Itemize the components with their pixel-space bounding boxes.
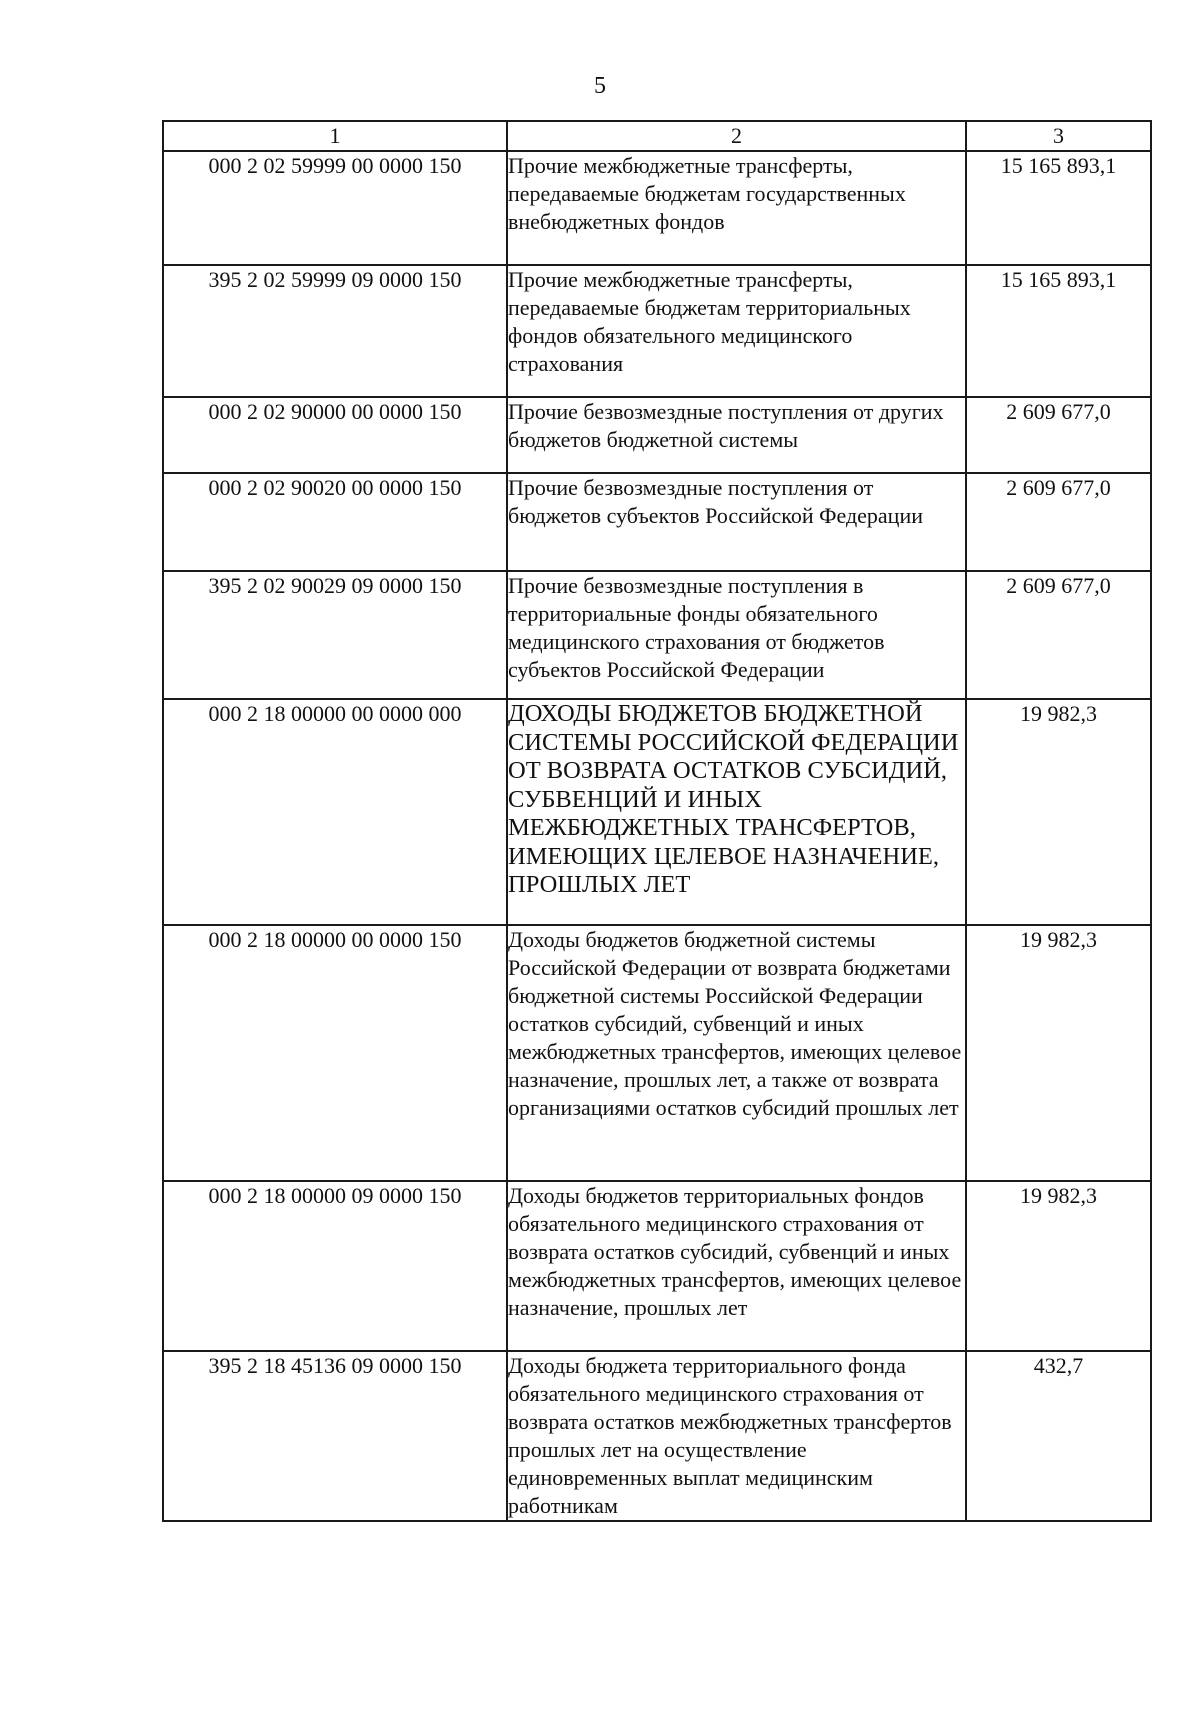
page-number: 5 bbox=[594, 73, 606, 99]
budget-code: 395 2 02 59999 09 0000 150 bbox=[163, 265, 507, 397]
budget-code: 395 2 02 90029 09 0000 150 bbox=[163, 571, 507, 699]
budget-code: 000 2 02 90000 00 0000 150 bbox=[163, 397, 507, 473]
revenue-name: Доходы бюджетов территориальных фондов обязательного медицинского страхования от возврата остатков субсидий, субвенций и иных межбюджетных трансфертов, имеющих целевое назначение, прошлых лет bbox=[507, 1181, 966, 1351]
budget-code: 000 2 18 00000 00 0000 000 bbox=[163, 699, 507, 925]
revenue-amount: 19 982,3 bbox=[966, 1181, 1151, 1351]
revenue-amount: 432,7 bbox=[966, 1351, 1151, 1521]
revenue-amount: 19 982,3 bbox=[966, 699, 1151, 925]
revenue-amount: 2 609 677,0 bbox=[966, 473, 1151, 571]
budget-code: 395 2 18 45136 09 0000 150 bbox=[163, 1351, 507, 1521]
table-row bbox=[163, 571, 1151, 699]
revenue-name: Доходы бюджетов бюджетной системы Российской Федерации от возврата бюджетами бюджетной системы Российской Федерации остатков субсидий, субвенций и иных межбюджетных трансфертов, имеющих целевое назначение, прошлых лет, а также от возврата организациями остатков субсидий прошлых лет bbox=[507, 925, 966, 1181]
revenue-name: Доходы бюджета территориального фонда обязательного медицинского страхования от возврата остатков межбюджетных трансфертов прошлых лет на осуществление единовременных выплат медицинским работникам bbox=[507, 1351, 966, 1521]
column-header-amount: 3 bbox=[966, 121, 1151, 151]
revenue-amount: 2 609 677,0 bbox=[966, 397, 1151, 473]
budget-revenue-table bbox=[162, 120, 1152, 1522]
column-header-code: 1 bbox=[163, 121, 507, 151]
budget-code: 000 2 02 90020 00 0000 150 bbox=[163, 473, 507, 571]
table-row bbox=[163, 397, 1151, 473]
revenue-amount: 19 982,3 bbox=[966, 925, 1151, 1181]
revenue-name: Прочие безвозмездные поступления от других бюджетов бюджетной системы bbox=[507, 397, 966, 473]
table-row bbox=[163, 1181, 1151, 1351]
table-row bbox=[163, 1351, 1151, 1521]
table-row bbox=[163, 473, 1151, 571]
revenue-name: Прочие межбюджетные трансферты, передаваемые бюджетам территориальных фондов обязательного медицинского страхования bbox=[507, 265, 966, 397]
revenue-name: Прочие межбюджетные трансферты, передаваемые бюджетам государственных внебюджетных фондов bbox=[507, 151, 966, 265]
revenue-amount: 15 165 893,1 bbox=[966, 265, 1151, 397]
budget-code: 000 2 18 00000 09 0000 150 bbox=[163, 1181, 507, 1351]
table-row bbox=[163, 925, 1151, 1181]
revenue-amount: 2 609 677,0 bbox=[966, 571, 1151, 699]
table-row bbox=[163, 699, 1151, 925]
table-row bbox=[163, 265, 1151, 397]
column-header-name: 2 bbox=[507, 121, 966, 151]
revenue-name: Прочие безвозмездные поступления в территориальные фонды обязательного медицинского страхования от бюджетов субъектов Российской Федерации bbox=[507, 571, 966, 699]
table-row bbox=[163, 151, 1151, 265]
column-number-header-row bbox=[163, 121, 1151, 151]
revenue-amount: 15 165 893,1 bbox=[966, 151, 1151, 265]
budget-code: 000 2 18 00000 00 0000 150 bbox=[163, 925, 507, 1181]
budget-code: 000 2 02 59999 00 0000 150 bbox=[163, 151, 507, 265]
revenue-name: ДОХОДЫ БЮДЖЕТОВ БЮДЖЕТНОЙ СИСТЕМЫ РОССИЙСКОЙ ФЕДЕРАЦИИ ОТ ВОЗВРАТА ОСТАТКОВ СУБСИДИЙ, СУБВЕНЦИЙ И ИНЫХ МЕЖБЮДЖЕТНЫХ ТРАНСФЕРТОВ, ИМЕЮЩИХ ЦЕЛЕВОЕ НАЗНАЧЕНИЕ, ПРОШЛЫХ ЛЕТ bbox=[507, 699, 966, 925]
revenue-name: Прочие безвозмездные поступления от бюджетов субъектов Российской Федерации bbox=[507, 473, 966, 571]
